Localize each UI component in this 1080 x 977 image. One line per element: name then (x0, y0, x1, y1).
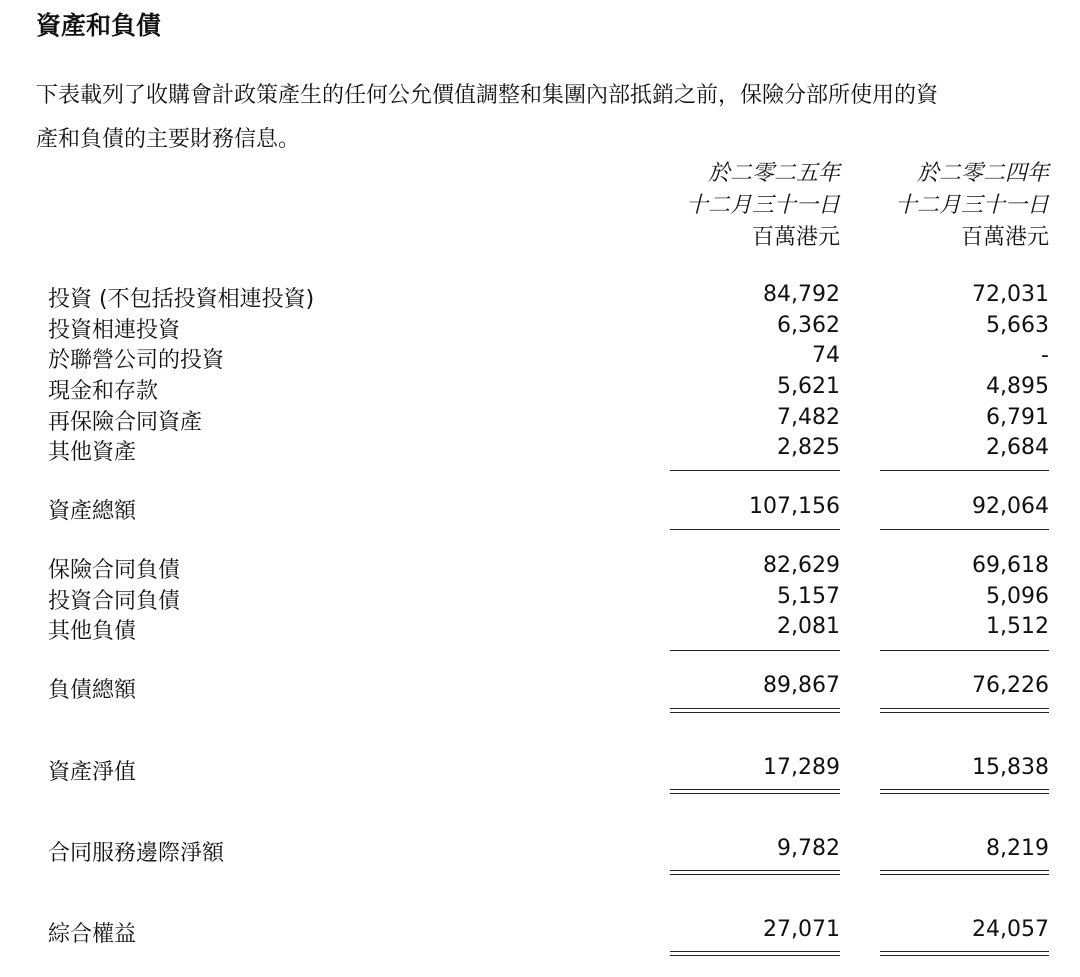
value-other-assets-2024: 2,684 (986, 435, 1049, 460)
column-header-2024-unit: 百萬港元 (960, 225, 1049, 250)
csm-double-rule-top-2025 (670, 870, 840, 871)
value-total-liabilities-2024: 76,226 (972, 673, 1049, 698)
row-label-associate-investments: 於聯營公司的投資 (48, 348, 225, 373)
intro-paragraph-line-2: 產和負債的主要財務信息。 (36, 127, 301, 152)
total-liabilities-double-rule-top-2025 (670, 708, 840, 709)
liabilities-subtotal-rule-2024 (880, 650, 1049, 651)
subtotal-rule-2025 (670, 470, 840, 471)
value-total-assets-2024: 92,064 (972, 494, 1049, 519)
row-label-cash-deposits: 現金和存款 (48, 379, 159, 404)
value-total-equity-2025: 27,071 (763, 917, 840, 942)
value-net-assets-2025: 17,289 (763, 755, 840, 780)
total-liabilities-double-rule-bottom-2024 (880, 712, 1049, 713)
csm-double-rule-top-2024 (880, 870, 1049, 871)
row-label-reinsurance-assets: 再保險合同資產 (48, 410, 203, 435)
value-investments-2025: 84,792 (763, 282, 840, 307)
value-total-liabilities-2025: 89,867 (763, 673, 840, 698)
value-cash-deposits-2025: 5,621 (777, 374, 840, 399)
value-associate-investments-2025: 74 (812, 343, 840, 368)
value-net-csm-2024: 8,219 (986, 836, 1049, 861)
row-label-linked-investments: 投資相連投資 (48, 318, 181, 343)
row-label-total-equity: 綜合權益 (48, 922, 137, 947)
row-label-total-assets: 資產總額 (48, 499, 137, 524)
total-equity-double-rule-top-2025 (670, 951, 840, 952)
row-label-insurance-liabilities: 保險合同負債 (48, 558, 181, 583)
value-insurance-liabilities-2024: 69,618 (972, 553, 1049, 578)
column-header-2025-unit: 百萬港元 (751, 225, 840, 250)
value-insurance-liabilities-2025: 82,629 (763, 553, 840, 578)
net-assets-double-rule-top-2025 (670, 789, 840, 790)
row-label-other-liabilities: 其他負債 (48, 619, 137, 644)
value-reinsurance-assets-2025: 7,482 (777, 405, 840, 430)
row-label-total-liabilities: 負債總額 (48, 678, 137, 703)
net-assets-double-rule-bottom-2024 (880, 793, 1049, 794)
value-other-liabilities-2024: 1,512 (986, 614, 1049, 639)
value-net-csm-2025: 9,782 (777, 836, 840, 861)
value-net-assets-2024: 15,838 (972, 755, 1049, 780)
total-assets-rule-2024 (880, 529, 1049, 530)
net-assets-double-rule-bottom-2025 (670, 793, 840, 794)
value-total-equity-2024: 24,057 (972, 917, 1049, 942)
value-investments-2024: 72,031 (972, 282, 1049, 307)
column-header-2024-date: 十二月三十一日 (894, 193, 1049, 218)
column-header-2025-year: 於二零二五年 (707, 161, 840, 186)
row-label-other-assets: 其他資產 (48, 440, 137, 465)
total-liabilities-double-rule-bottom-2025 (670, 712, 840, 713)
csm-double-rule-bottom-2024 (880, 874, 1049, 875)
value-total-assets-2025: 107,156 (749, 494, 840, 519)
row-label-net-csm: 合同服務邊際淨額 (48, 841, 225, 866)
value-investment-contract-liabilities-2024: 5,096 (986, 584, 1049, 609)
total-equity-double-rule-bottom-2024 (880, 955, 1049, 956)
value-associate-investments-2024: - (1041, 343, 1049, 368)
liabilities-subtotal-rule-2025 (670, 650, 840, 651)
value-linked-investments-2025: 6,362 (777, 313, 840, 338)
column-header-2025-date: 十二月三十一日 (685, 193, 840, 218)
total-liabilities-double-rule-top-2024 (880, 708, 1049, 709)
value-other-liabilities-2025: 2,081 (777, 614, 840, 639)
total-equity-double-rule-bottom-2025 (670, 955, 840, 956)
row-label-net-assets: 資產淨值 (48, 760, 137, 785)
total-equity-double-rule-top-2024 (880, 951, 1049, 952)
value-linked-investments-2024: 5,663 (986, 313, 1049, 338)
value-other-assets-2025: 2,825 (777, 435, 840, 460)
row-label-investments: 投資 (不包括投資相連投資) (48, 287, 315, 312)
value-reinsurance-assets-2024: 6,791 (986, 405, 1049, 430)
total-assets-rule-2025 (670, 529, 840, 530)
intro-paragraph-line-1: 下表載列了收購會計政策產生的任何公允價值調整和集團內部抵銷之前，保險分部所使用的資 (36, 83, 939, 108)
column-header-2024-year: 於二零二四年 (916, 161, 1049, 186)
net-assets-double-rule-top-2024 (880, 789, 1049, 790)
csm-double-rule-bottom-2025 (670, 874, 840, 875)
subtotal-rule-2024 (880, 470, 1049, 471)
value-investment-contract-liabilities-2025: 5,157 (777, 584, 840, 609)
row-label-investment-contract-liabilities: 投資合同負債 (48, 589, 181, 614)
section-title: 資產和負債 (36, 11, 162, 40)
value-cash-deposits-2024: 4,895 (986, 374, 1049, 399)
